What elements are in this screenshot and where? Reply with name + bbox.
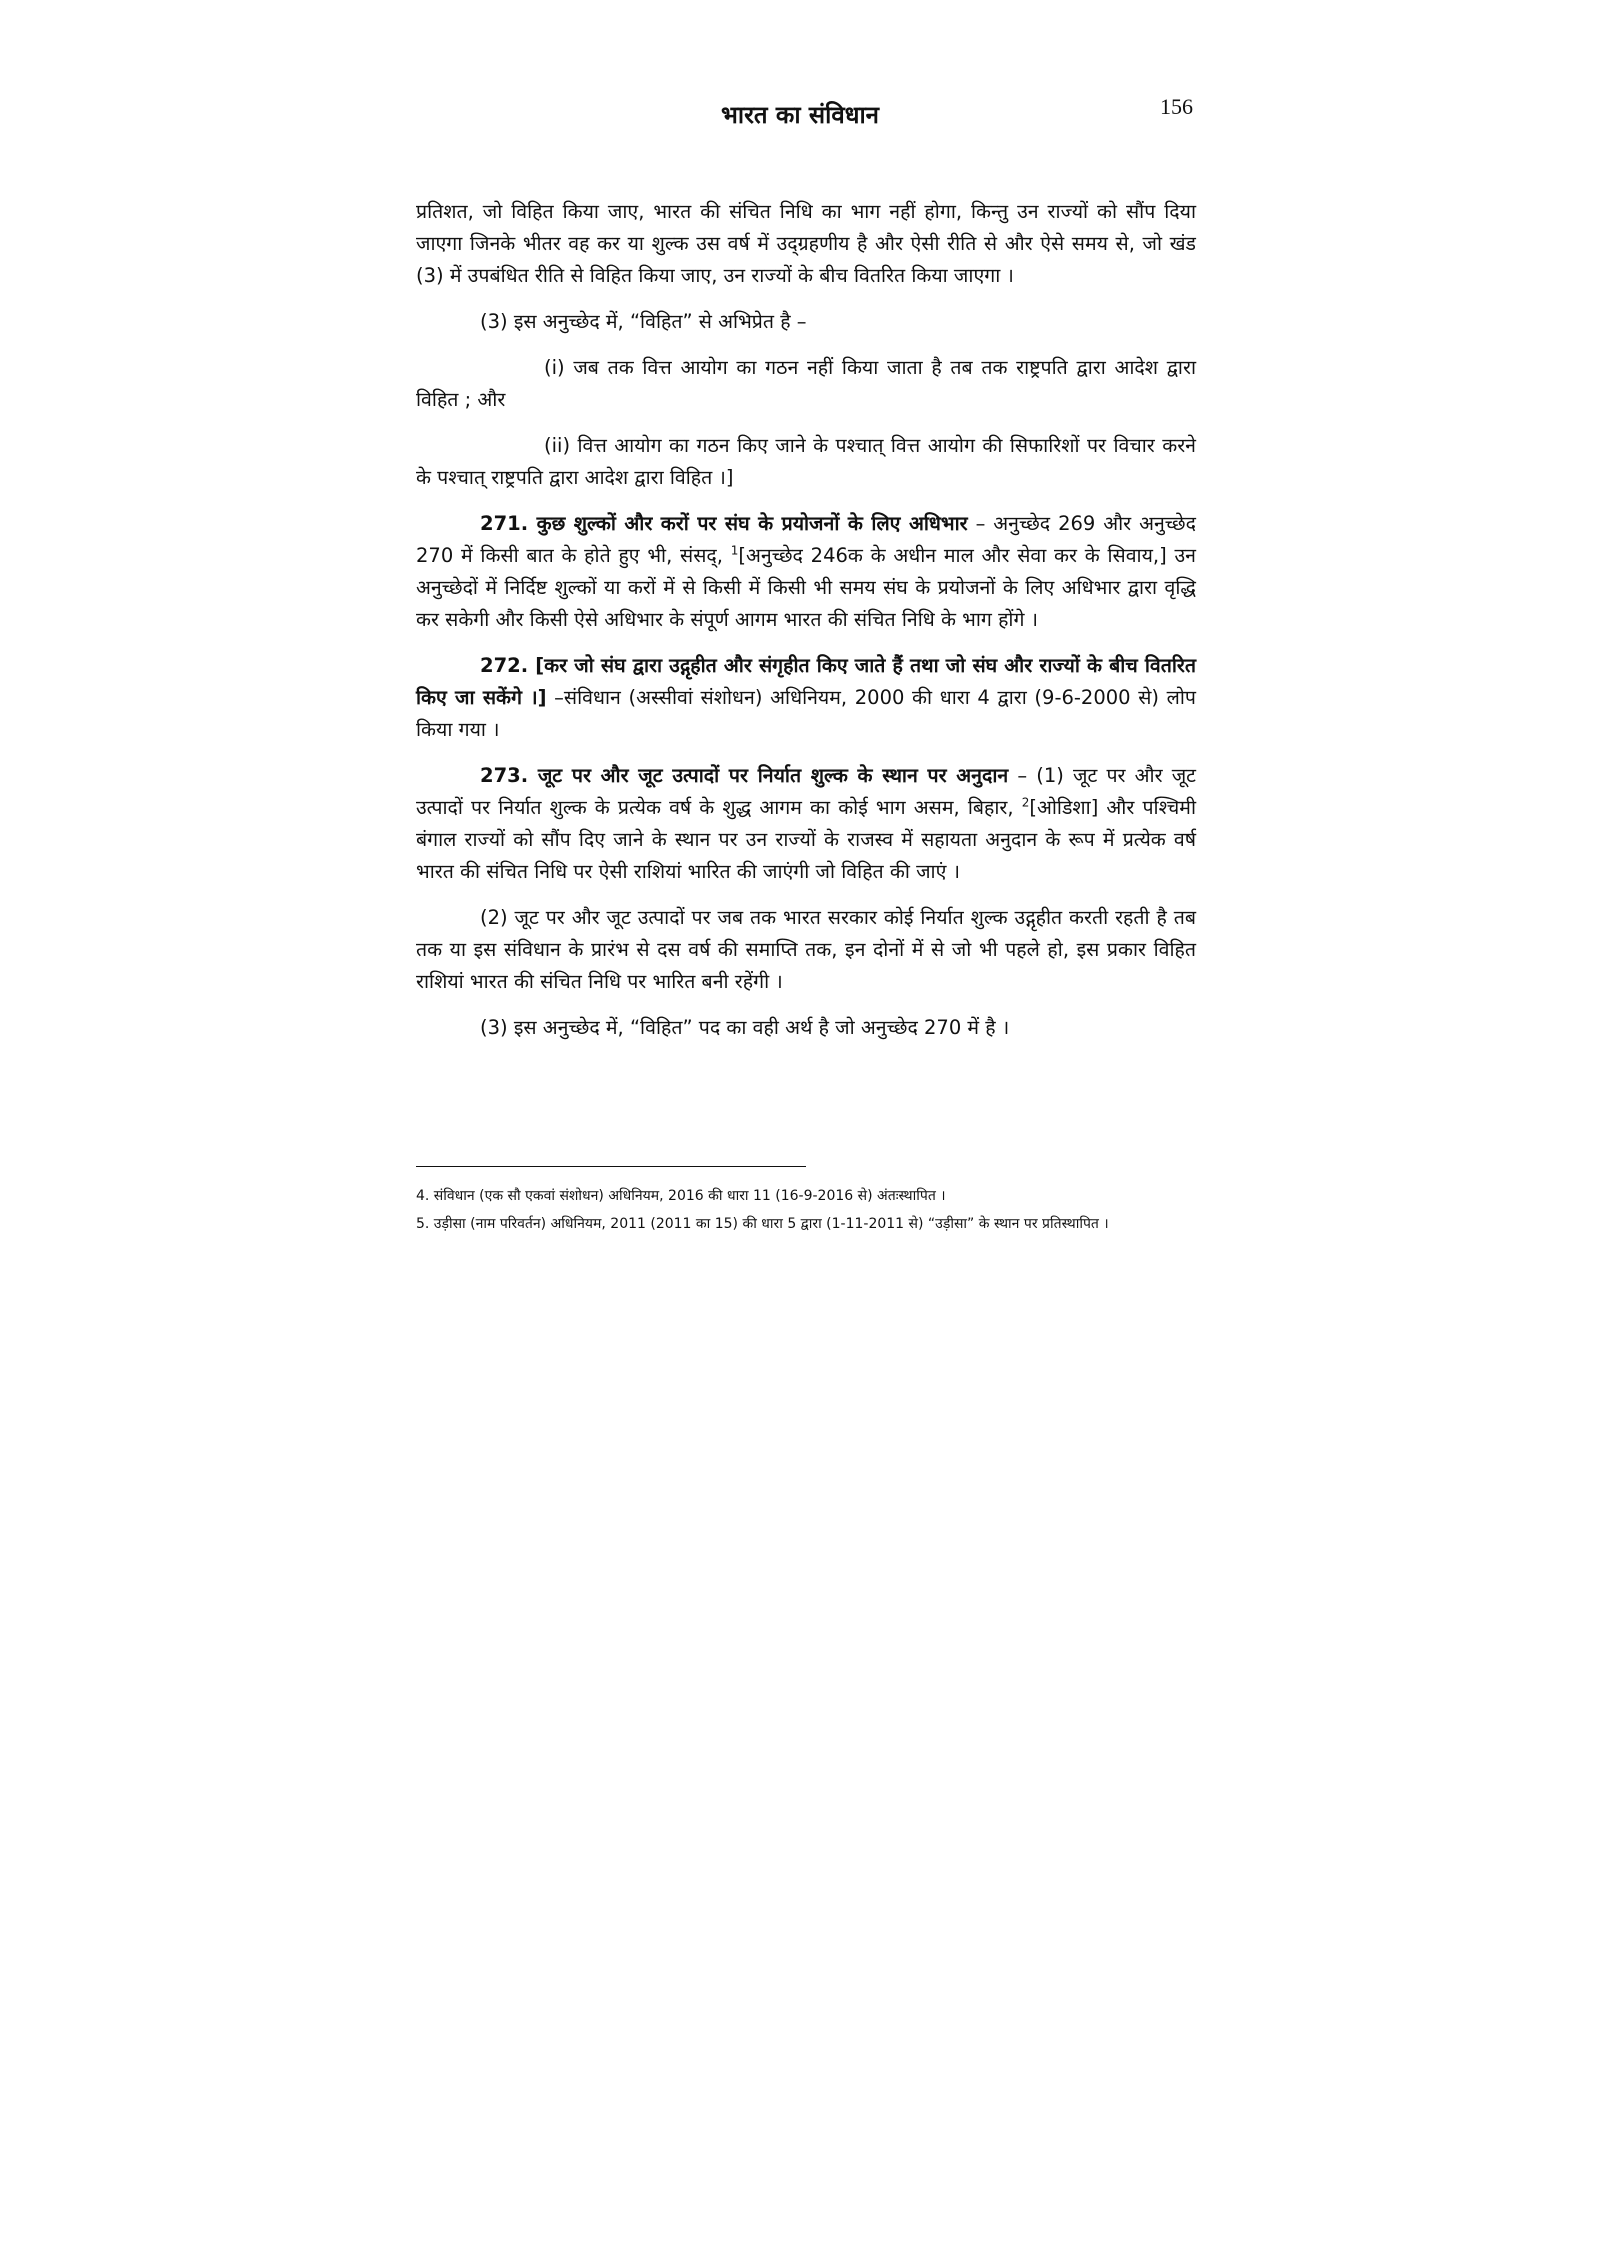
- page-body: [416, 196, 1196, 1058]
- article-273-heading: 273. जूट पर और जूट उत्पादों पर निर्यात शुल्क के स्थान पर अनुदान: [480, 764, 1009, 787]
- article-271: [416, 508, 1196, 636]
- clause-3-item-ii: (ii) वित्त आयोग का गठन किए जाने के पश्चात् वित्त आयोग की सिफारिशों पर विचार करने के पश्चात् राष्ट्रपति द्वारा आदेश द्वारा विहित ।]: [416, 434, 1196, 489]
- footnote-5: 5. उड़ीसा (नाम परिवर्तन) अधिनियम, 2011 (2011 का 15) की धारा 5 द्वारा (1-11-2011 से) “उड़ीसा” के स्थान पर प्रतिस्थापित ।: [416, 1216, 1109, 1232]
- article-272-heading: 272. [कर जो संघ द्वारा उद्गृहीत और संगृहीत किए जाते हैं तथा जो संघ और राज्यों के बीच वितरित किए जा सकेंगे ।]: [416, 654, 1196, 709]
- page-number: 156: [1160, 94, 1193, 119]
- article-273-text-a: – (1) जूट पर और जूट उत्पादों पर निर्यात शुल्क के प्रत्येक वर्ष के शुद्ध आगम का कोई भाग असम, बिहार,: [416, 764, 1196, 819]
- paragraph-continuation: प्रतिशत, जो विहित किया जाए, भारत की संचित निधि का भाग नहीं होगा, किन्तु उन राज्यों को सौंप दिया जाएगा जिनके भीतर वह कर या शुल्क उस वर्ष में उद्ग्रहणीय है और ऐसी रीति से और ऐसे समय से, जो खंड (3) में उपबंधित रीति से विहित किया जाए, उन राज्यों के बीच वितरित किया जाएगा ।: [416, 200, 1196, 287]
- footnote-4: 4. संविधान (एक सौ एकवां संशोधन) अधिनियम, 2016 की धारा 11 (16-9-2016 से) अंतःस्थापित ।: [416, 1188, 946, 1204]
- article-271-text-b: [अनुच्छेद 246क के अधीन माल और सेवा कर के सिवाय,] उन अनुच्छेदों में निर्दिष्ट शुल्कों या करों में से किसी में किसी भी समय संघ के प्रयोजनों के लिए अधिभार द्वारा वृद्धि कर सकेगी और किसी ऐसे अधिभार के संपूर्ण आगम भारत की संचित निधि के भाग होंगे ।: [416, 544, 1196, 631]
- footnote-marker-2: 2: [1021, 795, 1030, 810]
- footnotes: [416, 1184, 1196, 1240]
- clause-3-item-i: (i) जब तक वित्त आयोग का गठन नहीं किया जाता है तब तक राष्ट्रपति द्वारा आदेश द्वारा विहित ; और: [416, 356, 1196, 411]
- article-273-clause-2: (2) जूट पर और जूट उत्पादों पर जब तक भारत सरकार कोई निर्यात शुल्क उद्गृहीत करती रहती है तब तक या इस संविधान के प्रारंभ से दस वर्ष की समाप्ति तक, इन दोनों में से जो भी पहले हो, इस प्रकार विहित राशियां भारत की संचित निधि पर भारित बनी रहेंगी ।: [416, 906, 1196, 993]
- article-272-text: –संविधान (अस्सीवां संशोधन) अधिनियम, 2000 की धारा 4 द्वारा (9-6-2000 से) लोप किया गया ।: [416, 686, 1196, 741]
- page-title: भारत का संविधान: [720, 101, 880, 129]
- clause-3-definition: (3) इस अनुच्छेद में, “विहित” से अभिप्रेत है –: [480, 310, 807, 333]
- article-273-text-b: [ओडिशा] और पश्चिमी बंगाल राज्यों को सौंप दिए जाने के स्थान पर उन राज्यों के राजस्व में सहायता अनुदान के रूप में प्रत्येक वर्ष भारत की संचित निधि पर ऐसी राशियां भारित की जाएंगी जो विहित की जाएं ।: [416, 796, 1196, 883]
- article-273-clause-3: (3) इस अनुच्छेद में, “विहित” पद का वही अर्थ है जो अनुच्छेद 270 में है ।: [480, 1016, 1010, 1039]
- footnote-marker-1: 1: [730, 543, 739, 558]
- article-271-text-a: – अनुच्छेद 269 और अनुच्छेद 270 में किसी बात के होते हुए भी, संसद्,: [416, 512, 1196, 567]
- page-header: [0, 94, 1600, 138]
- article-272: [416, 650, 1196, 746]
- article-271-heading: 271. कुछ शुल्कों और करों पर संघ के प्रयोजनों के लिए अधिभार: [480, 512, 968, 535]
- article-273: [416, 760, 1196, 888]
- footnote-divider: [416, 1166, 806, 1167]
